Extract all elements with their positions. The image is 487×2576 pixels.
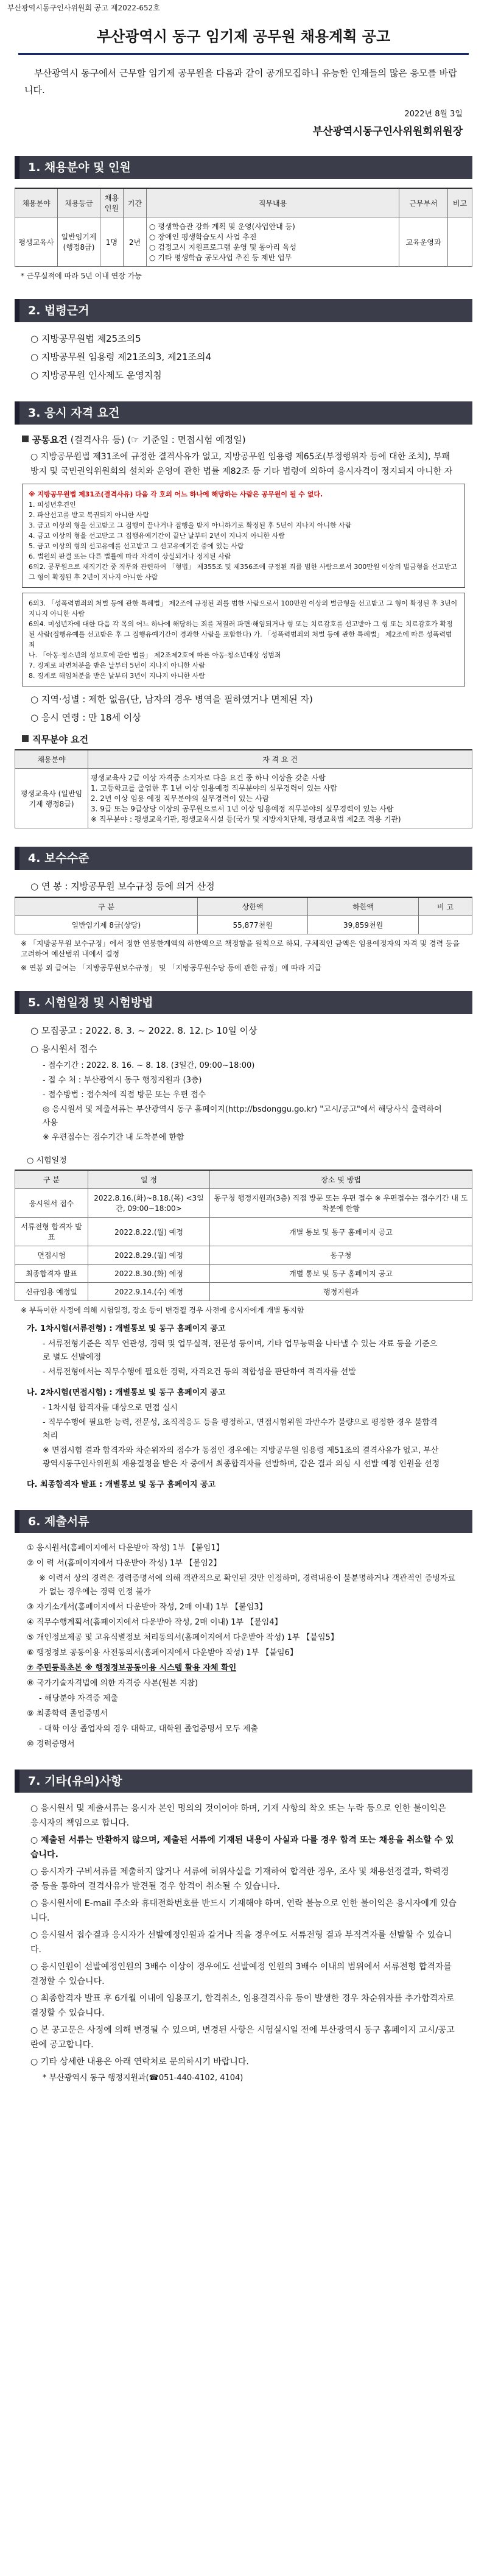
doc-item: ⑤ 개인정보제공 및 고유식별정보 처리동의서(홈페이지에서 다운받아 작성) 1부 【붙임5】: [27, 1633, 338, 1642]
doc-item: ※ 이력서 상의 경력은 경력증명서에 의해 객관적으로 확인된 것만 인정하며, 경력내용이 불분명하거나 객관적인 증빙자료가 없는 경우에는 경력 인정 불가: [39, 1574, 456, 1597]
table-row: 응시원서 접수 2022.8.16.(화)~8.18.(목) <3일간, 09:00~18:00> 동구청 행정지원과(3층) 직접 방문 또는 우편 접수 ※ 우편접수는 접수기간 내 도착분에 한함: [15, 1189, 472, 1218]
salary-note: ※ 「지방공무원 보수규정」에서 정한 연봉한계액의 하한액으로 책정함을 원칙으로 하되, 구체적인 금액은 임용예정자의 자격 및 경력 등을 고려하여 예산범위 내에서 결정: [21, 939, 460, 958]
common-req-head: 공통요건 (결격사유 등) (☞ 기준일 : 면접시험 예정일): [22, 433, 465, 446]
col-period: 기간: [124, 188, 147, 217]
notice-item: ○ 제출된 서류는 반환하지 않으며, 제출된 서류에 기재된 내용이 사실과 다를 경우 합격 또는 채용을 취소할 수 있습니다.: [30, 1835, 454, 1860]
title-divider: [18, 53, 469, 55]
doc-item: - 해당분야 자격증 제출: [39, 1694, 119, 1703]
page-title: 부산광역시 동구 임기제 공무원 채용계획 공고: [96, 28, 391, 45]
table-row: 면접시험 2022.8.29.(월) 예정 동구청: [15, 1246, 472, 1265]
section-7-header: 7. 기타(유의)사항: [15, 1770, 472, 1793]
step3-head: 다. 최종합격자 발표 : 개별통보 및 동구 홈페이지 공고: [27, 1480, 216, 1489]
announcement-page: 부산광역시동구인사위원회 공고 제2022-652호 부산광역시 동구 임기제 공무원 채용계획 공고 부산광역시 동구에서 근무할 임기제 공무원을 다음과 같이 공개모집하니 유능한 인재들의 많은 응모를 바랍니다. 2022년 8월 3일 부산광역시동구인사위원회위원장 1. 채용분야 및 인원 채용분야 채용등급 채용인원 기간 직무내용 근무부서 비고 평생교육사 일반임기제(행정8급) 1명 2년 ○ 평생학습관 강화 계획 및 운영(사업안내 등) ○ 장애인 평생학습도시 사업 추진 ○ 검정고시 지원프로그램 운영 및 동아리 육성 ○ 기타 평생학습 공모사업 추진 등 제반 업무 교육운영과 * 근무실적에 따라 5년 이내 연장 가능 2. 법령근거 ○ 지방공무원법 제25조의5 ○ 지방공무원 임용령 제21조의3, 제21조의4 ○ 지방공무원 인사제도 운영지침 3. 응시 자격 요건 공통요건 (결격사유 등) (☞ 기준일 : 면접시험 예정일) ○ 지방공무원법 제31조에 규정한 결격사유가 없고, 지방공무원 임용령 제65조(부정행위자 등에 대한 조치), 부패방지 및 국민권익위원회의 설치와 운영에 관한 법률 제82조 등 기타 법령에 의하여 응시자격이 정지되지 아니한 자 ※ 지방공무원법 제31조(결격사유) 다음 각 호의 어느 하나에 해당하는 사람은 공무원이 될 수 없다. 1. 피성년후견인 2. 파산선고를 받고 복권되지 아니한 사람 3. 금고 이상의 형을 선고받고 그 집행이 끝나거나 집행을 받지 아니하기로 확정된 후 5년이 지나지 아니한 사람 4. 금고 이상의 형을 선고받고 그 집행유예기간이 끝난 날부터 2년이 지나지 아니한 사람 5. 금고 이상의 형의 선고유예를 선고받고 그 선고유예기간 중에 있는 사람 6. 법원의 판결 또는 다른 법률에 따라 자격이 상실되거나 정지된 사람 6의2. 공무원으로 재직기간 중 직무와 관련하여 「형법」 제355조 및 제356조에 규정된 죄를 범한 사람으로서 300만원 이상의 벌금형을 선고받고 그 형이 확정된 후 2년이 지나지 아니한 사람 6의3. 「성폭력범죄의 처벌 등에 관한 특례법」 제2조에 규정된 죄를 범한 사람으로서 100만원 이상의 벌금형을 선고받고 그 형이 확정된 후 3년이 지나지 아니한 사람 6의4. 미성년자에 대한 다음 각 목의 어느 하나에 해당하는 죄를 저질러 파면·해임되거나 형 또는 치료감호를 선고받아 그 형 또는 치료감호가 확정된 사람(집행유예를 선고받은 후 그 집행유예기간이 경과한 사람을 포함한다) 가. 「성폭력범죄의 처벌 등에 관한 특례법」 제2조에 따른 성폭력범죄 나. 「아동·청소년의 성보호에 관한 법률」 제2조제2호에 따른 아동·청소년대상 성범죄 7. 징계로 파면처분을 받은 날부터 5년이 지나지 아니한 사람 8. 징계로 해임처분을 받은 날부터 3년이 지나지 아니한 사람 ○ 지역·성별 : 제한 없음(단, 남자의 경우 병역을 필하였거나 면제된 자) ○ 응시 연령 : 만 18세 이상 직무분야 요건 채용분야 자 격 요 건 평생교육사 (일반임기제 행정8급) 평생교육사 2급 이상 자격증 소지자로 다음 요건 중 하나 이상을 갖춘 사람 1. 고등학교를 졸업한 후 1년 이상 임용예정 직무분야의 실무경력이 있는 사람 2. 2년 이상 임용 예정 직무분야의 실무경력이 있는 사람 3. 9급 또는 9급상당 이상의 공무원으로서 1년 이상 임용예정 직무분야의 실무경력이 있는 사람 ※ 직무분야 : 평생교육기관, 평생교육시설 등(국가 및 지방자치단체, 평생교육법 제2조 적용 기관) 4. 보수수준 ○ 연 봉 : 지방공무원 보수규정 등에 의거 산정 구 분 상한액 하한액 비 고 일반임기제 8급(상당) 55,877천원 39,859천원 ※ 「지방공무원 보수규정」에서 정한 연봉한계액의 하한액으로 책정함을 원칙으로 하되, 구체적인 금액은 임용예정자의 자격 및 경력 등을 고려하여 예산범위 내에서 결정 ※ 연봉 외 급여는 「지방공무원보수규정」 및 「지방공무원수당 등에 관한 규정」에 따라 지급 5. 시험일정 및 시험방법 ○ 모집공고 : 2022. 8. 3. ~ 2022. 8. 12. ▷ 10일 이상 ○ 응시원서 접수 - 접수기간 : 2022. 8. 16. ~ 8. 18. (3일간, 09:00~18:00) - 접 수 처 : 부산광역시 동구 행정지원과 (3층) - 접수방법 : 접수처에 직접 방문 또는 우편 접수 ◎ 응시원서 및 제출서류는 부산광역시 동구 홈페이지(http://bsdonggu.go.kr) "고시/공고"에서 해당사식 출력하여 사용 ※ 우편접수는 접수기간 내 도착분에 한함 ○ 시험일정 구 분 일 정 장소 및 방법 응시원서 접수 2022.8.16.(화)~8.18.(목) <3일간, 09:00~18:00> 동구청 행정지원과(3층) 직접 방문 또는 우편 접수 ※ 우편접수는 접수기간 내 도착분에 한함 서류전형 합격자 발표 2022.8.22.(월) 예정 개별 통보 및 동구 홈페이지 공고 면접시험 2022.8.29.(월) 예정 동구청 최종합격자 발표 2022.8.30.(화) 예정 개별 통보 및 동구 홈페이지 공고 신규임용 예정일 2022.9.14.(수) 예정 행정지원과 ※ 부득이한 사정에 의해 시험일정, 장소 등이 변경될 경우 사전에 응시자에게 개별 통지함 가. 1차시험(서류전형) : 개별통보 및 동구 홈페이지 공고 - 서류전형기준은 직무 연관성, 경력 및 업무실적, 전문성 등이며, 기타 업무능력을 나타낼 수 있는 자료 등을 기준으로 별도 선발예정 - 서류전형에서는 직무수행에 필요한 경력, 자격요건 등의 적합성을 판단하여 적격자를 선발 나. 2차시험(면접시험) : 개별통보 및 동구 홈페이지 공고 - 1차시험 합격자를 대상으로 면접 실시 - 직무수행에 필요한 능력, 전문성, 조직적응도 등을 평정하고, 면접시험위원 과반수가 불량으로 평정한 경우 불합격 처리 ※ 면접시험 결과 합격자와 차순위자의 점수가 동점인 경우에는 지방공무원 임용령 제51조의 결격사유가 없고, 부산광역시동구인사위원회 재용결정을 받은 자 중에서 최종합격자를 선발하며, 같은 결과 의심 시 선발 예정 인원을 선정 다. 최종합격자 발표 : 개별통보 및 동구 홈페이지 공고 6. 제출서류 ① 응시원서(홈페이지에서 다운받아 작성) 1부 【붙임1】 ② 이 력 서(홈페이지에서 다운받아 작성) 1부 【붙임2】 ※ 이력서 상의 경력은 경력증명서에 의해 객관적으로 확인된 것만 인정하며, 경력내용이 불분명하거나 객관적인 증빙자료가 없는 경우에는 경력 인정 불가 ③ 자기소개서(홈페이지에서 다운받아 작성, 2매 이내) 1부 【붙임3】 ④ 직무수행계획서(홈페이지에서 다운받아 작성, 2매 이내) 1부 【붙임4】 ⑤ 개인정보제공 및 고유식별정보 처리동의서(홈페이지에서 다운받아 작성) 1부 【붙임5】 ⑥ 행정정보 공동이용 사전동의서(홈페이지에서 다운받아 작성) 1부 【붙임6】 ⑦ 주민등록초본 ※ 행정정보공동이용 시스템 활용 자체 확인 ⑧ 국가기술자격법에 의한 자격증 사본(원본 지참) - 해당분야 자격증 제출 ⑨ 최종학력 졸업증명서 - 대학 이상 졸업자의 경우 대학교, 대학원 졸업증명서 모두 제출 ⑩ 경력증명서 7. 기타(유의)사항 ○ 응시원서 및 제출서류는 응시자 본인 명의의 것이어야 하며, 기재 사항의 착오 또는 누락 등으로 인한 불이익은 응시자의 책임으로 합니다. ○ 제출된 서류는 반환하지 않으며, 제출된 서류에 기재된 내용이 사실과 다를 경우 합격 또는 채용을 취소할 수 있습니다. ○ 응시자가 구비서류를 제출하지 않거나 서류에 허위사실을 기재하여 합격한 경우, 조사 및 채용선정결과, 학력경증 등을 통하여 결격사유가 발견될 경우 합격이 취소될 수 있습니다. ○ 응시원서에 E-mail 주소와 휴대전화번호를 반드시 기재해야 하며, 연락 불능으로 인한 불이익은 응시자에게 있습니다. ○ 응시원서 접수결과 응시자가 선발예정인원과 같거나 적을 경우에도 서류전형 결과 부적격자를 선발할 수 있습니다. ○ 응시인원이 선발예정인원의 3배수 이상이 경우에도 선발예정 인원의 3배수 이내의 범위에서 서류전형 합격자를 결정할 수 있습니다. ○ 최종합격자 발표 후 6개월 이내에 임용포기, 합격취소, 임용결격사유 등이 발생한 경우 차순위자를 추가합격자로 결정할 수 있습니다. ○ 본 공고문은 사정에 의해 변경될 수 있으며, 변경된 사항은 시험실시일 전에 부산광역시 동구 홈페이지 고시/공고란에 공고합니다. ○ 기타 상세한 내용은 아래 연락처로 문의하시기 바랍니다. * 부산광역시 동구 행정지원과(☎051-440-4102, 4104): [0, 0, 487, 2576]
age-req: ○ 응시 연령 : 만 18세 이상: [30, 712, 141, 723]
table-row: 서류전형 합격자 발표 2022.8.22.(월) 예정 개별 통보 및 동구 홈페이지 공고: [15, 1218, 472, 1246]
disqualification-box-2: 6의3. 「성폭력범죄의 처벌 등에 관한 특례법」 제2조에 규정된 죄를 범한 사람으로서 100만원 이상의 벌금형을 선고받고 그 형이 확정된 후 3년이 지나지 아니한 사람 6의4. 미성년자에 대한 다음 각 목의 어느 하나에 해당하는 죄를 저질러 파면·해임되거나 형 또는 치료감호를 선고받아 그 형 또는 치료감호가 확정된 사람(집행유예를 선고받은 후 그 집행유예기간이 경과한 사람을 포함한다) 가. 「성폭력범죄의 처벌 등에 관한 특례법」 제2조에 따른 성폭력범죄 나. 「아동·청소년의 성보호에 관한 법률」 제2조제2호에 따른 아동·청소년대상 성범죄 7. 징계로 파면처분을 받은 날부터 5년이 지나지 아니한 사람 8. 징계로 해임처분을 받은 날부터 3년이 지나지 아니한 사람: [22, 593, 465, 686]
square-bullet-icon: [22, 436, 29, 442]
region-gender-req: ○ 지역·성별 : 제한 없음(단, 남자의 경우 병역을 필하였거나 면제된 자): [30, 694, 313, 705]
schedule-note: ※ 부득이한 사정에 의해 시험일정, 장소 등이 변경될 경우 사전에 응시자에게 개별 통지함: [21, 1306, 304, 1314]
notice-item: ○ 응시원서에 E-mail 주소와 휴대전화번호를 반드시 기재해야 하며, 연락 불능으로 인한 불이익은 응시자에게 있습니다.: [30, 1899, 457, 1923]
col-field: 채용분야: [15, 188, 58, 217]
notice-item: ○ 응시원서 접수결과 응시자가 선발예정인원과 같거나 적을 경우에도 서류전형 결과 부적격자를 선발할 수 있습니다.: [30, 1930, 452, 1955]
square-bullet-icon: [22, 735, 29, 742]
col-remark: 비고: [448, 188, 472, 217]
table-row: 최종합격자 발표 2022.8.30.(화) 예정 개별 통보 및 동구 홈페이지 공고: [15, 1265, 472, 1283]
table-row: 평생교육사 일반임기제(행정8급) 1명 2년 ○ 평생학습관 강화 계획 및 운영(사업안내 등) ○ 장애인 평생학습도시 사업 추진 ○ 검정고시 지원프로그램 운영 및 동아리 육성 ○ 기타 평생학습 공모사업 추진 등 제반 업무 교육운영과: [15, 217, 472, 267]
issuer-name: 부산광역시동구인사위원회위원장: [312, 125, 463, 138]
doc-item: ① 응시원서(홈페이지에서 다운받아 작성) 1부 【붙임1】: [27, 1544, 224, 1553]
step1-head: 가. 1차시험(서류전형) : 개별통보 및 동구 홈페이지 공고: [27, 1324, 226, 1333]
table-row: 신규임용 예정일 2022.9.14.(수) 예정 행정지원과: [15, 1283, 472, 1301]
notice-item: ○ 본 공고문은 사정에 의해 변경될 수 있으며, 변경된 사항은 시험실시일 전에 부산광역시 동구 홈페이지 고시/공고란에 공고합니다.: [30, 2025, 455, 2050]
col-count: 채용인원: [100, 188, 124, 217]
common-req-text: ○ 지방공무원법 제31조에 규정한 결격사유가 없고, 지방공무원 임용령 제65조(부정행위자 등에 대한 조치), 부패방지 및 국민권익위원회의 설치와 운영에 관한 법률 제82조 등 기타 법령에 의하여 응시자격이 정지되지 아니한 자: [30, 452, 453, 476]
section-4-header: 4. 보수수준: [15, 847, 472, 870]
salary-note: ※ 연봉 외 급여는 「지방공무원보수규정」 및 「지방공무원수당 등에 관한 규정」에 따라 지급: [21, 964, 322, 972]
intro-text: 부산광역시 동구에서 근무할 임기제 공무원을 다음과 같이 공개모집하니 유능한 인재들의 많은 응모를 바랍니다.: [24, 68, 457, 96]
notice-item: ○ 기타 상세한 내용은 아래 연락처로 문의하시기 바랍니다.: [30, 2057, 249, 2067]
notice-item: ○ 응시인원이 선발예정인원의 3배수 이상이 경우에도 선발예정 인원의 3배수 이내의 범위에서 서류전형 합격자를 결정할 수 있습니다.: [30, 1962, 452, 1986]
doc-item: ⑧ 국가기술자격법에 의한 자격증 사본(원본 지참): [27, 1679, 198, 1688]
doc-item: ④ 직무수행계획서(홈페이지에서 다운받아 작성, 2매 이내) 1부 【붙임4】: [27, 1618, 282, 1627]
col-duties: 직무내용: [147, 188, 399, 217]
document-ref: 부산광역시동구인사위원회 공고 제2022-652호: [7, 4, 160, 12]
announcement-date: 2022년 8월 3일: [404, 110, 463, 119]
section-3-header: 3. 응시 자격 요건: [15, 401, 472, 425]
job-req-table: 채용분야 자 격 요 건 평생교육사 (일반임기제 행정8급) 평생교육사 2급 이상 자격증 소지자로 다음 요건 중 하나 이상을 갖춘 사람 1. 고등학교를 졸업한 후 1년 이상 임용예정 직무분야의 실무경력이 있는 사람 2. 2년 이상 임용 예정 직무분야의 실무경력이 있는 사람 3. 9급 또는 9급상당 이상의 공무원으로서 1년 이상 임용예정 직무분야의 실무경력이 있는 사람 ※ 직무분야 : 평생교육기관, 평생교육시설 등(국가 및 지방자치단체, 평생교육법 제2조 적용 기관): [15, 749, 472, 828]
doc-item: ⑦ 주민등록초본 ※ 행정정보공동이용 시스템 활용 자체 확인: [27, 1664, 237, 1673]
doc-item: ③ 자기소개서(홈페이지에서 다운받아 작성, 2매 이내) 1부 【붙임3】: [27, 1603, 267, 1612]
section-5-header: 5. 시험일정 및 시험방법: [15, 991, 472, 1014]
doc-item: ⑥ 행정정보 공동이용 사전동의서(홈페이지에서 다운받아 작성) 1부 【붙임6】: [27, 1648, 298, 1657]
table-row: 일반임기제 8급(상당) 55,877천원 39,859천원: [15, 916, 472, 934]
notice-item: ○ 응시원서 및 제출서류는 응시자 본인 명의의 것이어야 하며, 기재 사항의 착오 또는 누락 등으로 인한 불이익은 응시자의 책임으로 합니다.: [30, 1804, 446, 1828]
s1-note: * 근무실적에 따라 5년 이내 연장 가능: [21, 272, 142, 280]
job-req-head: 직무분야 요건: [22, 733, 465, 746]
law-item: ○ 지방공무원 인사제도 운영지침: [30, 370, 162, 381]
notice-item: ○ 응시자가 구비서류를 제출하지 않거나 서류에 허위사실을 기재하여 합격한 경우, 조사 및 채용선정결과, 학력경증 등을 통하여 결격사유가 발견될 경우 합격이 취소될 수 있습니다.: [30, 1867, 449, 1891]
table-row: 평생교육사 (일반임기제 행정8급) 평생교육사 2급 이상 자격증 소지자로 다음 요건 중 하나 이상을 갖춘 사람 1. 고등학교를 졸업한 후 1년 이상 임용예정 직무분야의 실무경력이 있는 사람 2. 2년 이상 임용 예정 직무분야의 실무경력이 있는 사람 3. 9급 또는 9급상당 이상의 공무원으로서 1년 이상 임용예정 직무분야의 실무경력이 있는 사람 ※ 직무분야 : 평생교육기관, 평생교육시설 등(국가 및 지방자치단체, 평생교육법 제2조 적용 기관): [15, 769, 472, 828]
law-item: ○ 지방공무원 임용령 제21조의3, 제21조의4: [30, 351, 212, 362]
section-6-header: 6. 제출서류: [15, 1510, 472, 1533]
doc-item: - 대학 이상 졸업자의 경우 대학교, 대학원 졸업증명서 모두 제출: [39, 1724, 258, 1734]
schedule-table: 구 분 일 정 장소 및 방법 응시원서 접수 2022.8.16.(화)~8.18.(목) <3일간, 09:00~18:00> 동구청 행정지원과(3층) 직접 방문 또는 우편 접수 ※ 우편접수는 접수기간 내 도착분에 한함 서류전형 합격자 발표 2022.8.22.(월) 예정 개별 통보 및 동구 홈페이지 공고 면접시험 2022.8.29.(월) 예정 동구청 최종합격자 발표 2022.8.30.(화) 예정 개별 통보 및 동구 홈페이지 공고 신규임용 예정일 2022.9.14.(수) 예정 행정지원과: [15, 1170, 472, 1301]
section-1-header: 1. 채용분야 및 인원: [15, 156, 472, 179]
doc-item: ⑩ 경력증명서: [27, 1740, 75, 1749]
salary-line: ○ 연 봉 : 지방공무원 보수규정 등에 의거 산정: [30, 881, 215, 892]
duties-cell: ○ 평생학습관 강화 계획 및 운영(사업안내 등) ○ 장애인 평생학습도시 사업 추진 ○ 검정고시 지원프로그램 운영 및 동아리 육성 ○ 기타 평생학습 공모사업 추진 등 제반 업무: [147, 217, 399, 267]
schedule-head: ○ 시험일정: [27, 1156, 67, 1165]
salary-table: 구 분 상한액 하한액 비 고 일반임기제 8급(상당) 55,877천원 39,859천원: [15, 897, 472, 934]
notice-item: ○ 최종합격자 발표 후 6개월 이내에 임용포기, 합격취소, 임용결격사유 등이 발생한 경우 차순위자를 추가합격자로 결정할 수 있습니다.: [30, 1994, 455, 2018]
recruitment-table: [15, 188, 472, 267]
doc-item: ⑨ 최종학력 졸업증명서: [27, 1709, 108, 1718]
step2-head: 나. 2차시험(면접시험) : 개별통보 및 동구 홈페이지 공고: [27, 1388, 226, 1397]
disqualification-box-1: ※ 지방공무원법 제31조(결격사유) 다음 각 호의 어느 하나에 해당하는 사람은 공무원이 될 수 없다. 1. 피성년후견인 2. 파산선고를 받고 복권되지 아니한 사람 3. 금고 이상의 형을 선고받고 그 집행이 끝나거나 집행을 받지 아니하기로 확정된 후 5년이 지나지 아니한 사람 4. 금고 이상의 형을 선고받고 그 집행유예기간이 끝난 날부터 2년이 지나지 아니한 사람 5. 금고 이상의 형의 선고유예를 선고받고 그 선고유예기간 중에 있는 사람 6. 법원의 판결 또는 다른 법률에 따라 자격이 상실되거나 정지된 사람 6의2. 공무원으로 재직기간 중 직무와 관련하여 「형법」 제355조 및 제356조에 규정된 죄를 범한 사람으로서 300만원 이상의 벌금형을 선고받고 그 형이 확정된 후 2년이 지나지 아니한 사람: [22, 484, 465, 588]
law-item: ○ 지방공무원법 제25조의5: [30, 333, 141, 344]
col-grade: 채용등급: [58, 188, 100, 217]
section-2-header: 2. 법령근거: [15, 299, 472, 322]
col-dept: 근무부서: [399, 188, 448, 217]
doc-item: ② 이 력 서(홈페이지에서 다운받아 작성) 1부 【붙임2】: [27, 1559, 222, 1568]
contact-line: * 부산광역시 동구 행정지원과(☎051-440-4102, 4104): [43, 2073, 244, 2083]
